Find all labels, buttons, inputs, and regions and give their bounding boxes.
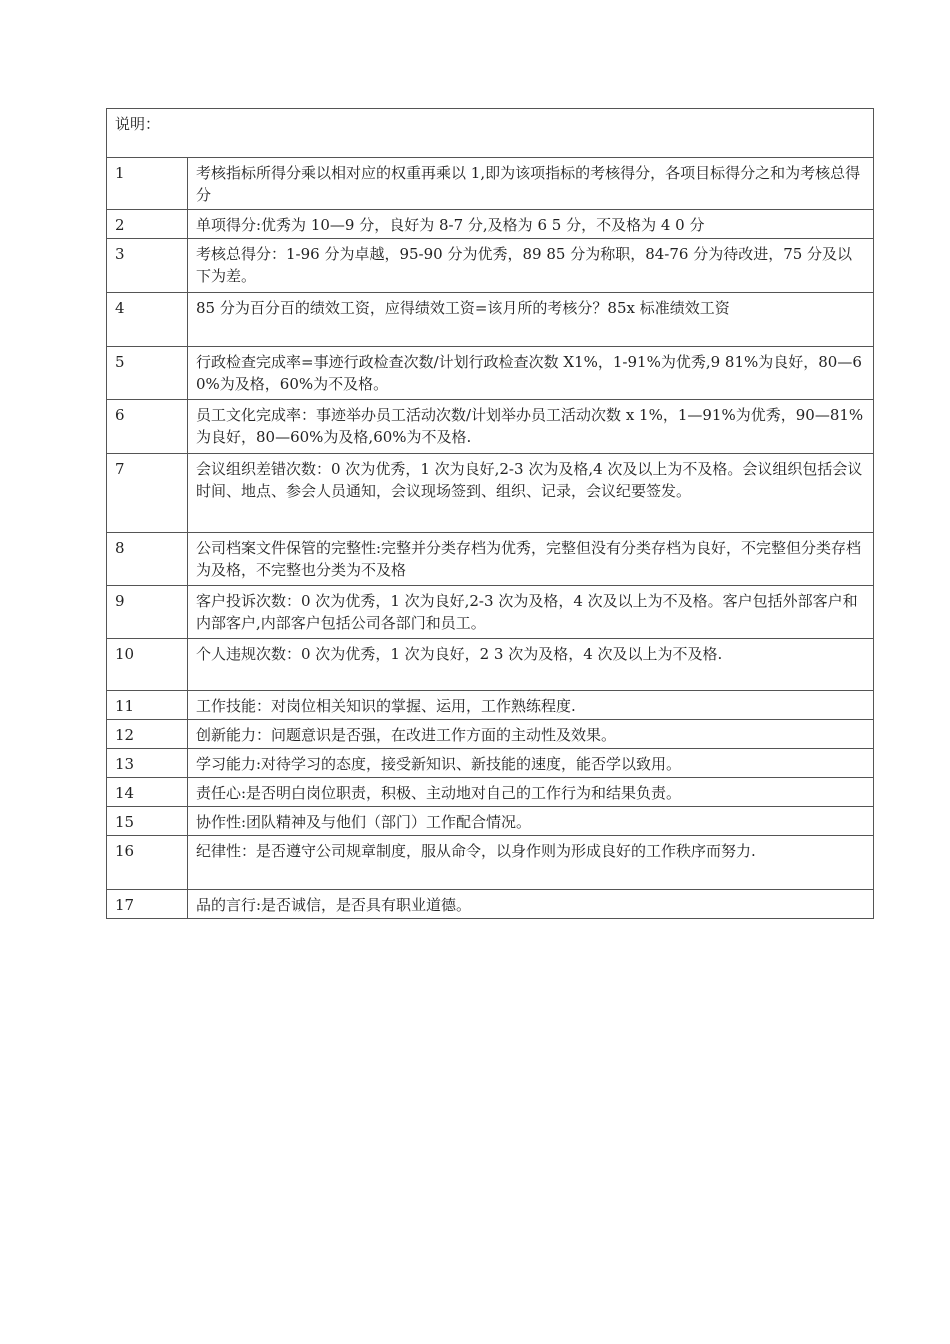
notes-heading: 说明： (107, 109, 874, 158)
table-row (107, 400, 874, 454)
row-number: 6 (107, 400, 188, 454)
row-text: 责任心:是否明白岗位职责，积极、主动地对自己的工作行为和结果负责。 (188, 778, 874, 807)
row-text: 行政检查完成率=事迹行政检查次数/计划行政检查次数 X1%，1-91%为优秀,9 81%为良好，80—60%为及格，60%为不及格。 (188, 347, 874, 400)
row-number: 8 (107, 533, 188, 586)
row-number: 11 (107, 691, 188, 720)
row-text: 会议组织差错次数：0 次为优秀，1 次为良好,2-3 次为及格,4 次及以上为不及格。会议组织包括会议时间、地点、参会人员通知，会议现场签到、组织、记录，会议纪要签发。 (188, 454, 874, 533)
row-number: 13 (107, 749, 188, 778)
row-text: 考核指标所得分乘以相对应的权重再乘以 1,即为该项指标的考核得分，各项目标得分之和为考核总得分 (188, 158, 874, 210)
row-number: 1 (107, 158, 188, 210)
row-number: 9 (107, 586, 188, 639)
row-text: 85 分为百分百的绩效工资，应得绩效工资=该月所的考核分？85x 标准绩效工资 (188, 293, 874, 347)
row-text: 员工文化完成率：事迹举办员工活动次数/计划举办员工活动次数 x 1%，1—91%为优秀，90—81%为良好，80—60%为及格,60%为不及格. (188, 400, 874, 454)
table-row (107, 293, 874, 347)
row-number: 4 (107, 293, 188, 347)
table-row (107, 454, 874, 533)
table-row (107, 749, 874, 778)
row-text: 考核总得分：1-96 分为卓越，95-90 分为优秀，89 85 分为称职，84-76 分为待改进，75 分及以下为差。 (188, 239, 874, 293)
table-row (107, 239, 874, 293)
row-number: 17 (107, 890, 188, 919)
table-row (107, 720, 874, 749)
table-row (107, 533, 874, 586)
table-row (107, 210, 874, 239)
table-row (107, 890, 874, 919)
row-text: 个人违规次数：0 次为优秀，1 次为良好，2 3 次为及格，4 次及以上为不及格. (188, 639, 874, 691)
row-text: 纪律性：是否遵守公司规章制度，服从命令，以身作则为形成良好的工作秩序而努力. (188, 836, 874, 890)
row-number: 10 (107, 639, 188, 691)
row-text: 公司档案文件保管的完整性:完整并分类存档为优秀，完整但没有分类存档为良好，不完整但分类存档为及格，不完整也分类为不及格 (188, 533, 874, 586)
row-number: 3 (107, 239, 188, 293)
row-text: 客户投诉次数：0 次为优秀，1 次为良好,2-3 次为及格，4 次及以上为不及格。客户包括外部客户和内部客户,内部客户包括公司各部门和员工。 (188, 586, 874, 639)
row-text: 品的言行:是否诚信，是否具有职业道德。 (188, 890, 874, 919)
row-number: 14 (107, 778, 188, 807)
table-header-row (107, 109, 874, 158)
row-number: 16 (107, 836, 188, 890)
row-text: 单项得分:优秀为 10—9 分，良好为 8-7 分,及格为 6 5 分，不及格为 4 0 分 (188, 210, 874, 239)
row-text: 学习能力:对待学习的态度，接受新知识、新技能的速度，能否学以致用。 (188, 749, 874, 778)
row-number: 5 (107, 347, 188, 400)
table-row (107, 691, 874, 720)
table-row (107, 836, 874, 890)
row-number: 15 (107, 807, 188, 836)
row-text: 创新能力：问题意识是否强，在改进工作方面的主动性及效果。 (188, 720, 874, 749)
row-text: 工作技能：对岗位相关知识的掌握、运用，工作熟练程度. (188, 691, 874, 720)
row-number: 2 (107, 210, 188, 239)
table-row (107, 807, 874, 836)
row-text: 协作性:团队精神及与他们（部门）工作配合情况。 (188, 807, 874, 836)
table-row (107, 639, 874, 691)
table-row (107, 158, 874, 210)
table-row (107, 347, 874, 400)
table-row (107, 586, 874, 639)
row-number: 12 (107, 720, 188, 749)
table-row (107, 778, 874, 807)
notes-table (106, 108, 874, 919)
row-number: 7 (107, 454, 188, 533)
